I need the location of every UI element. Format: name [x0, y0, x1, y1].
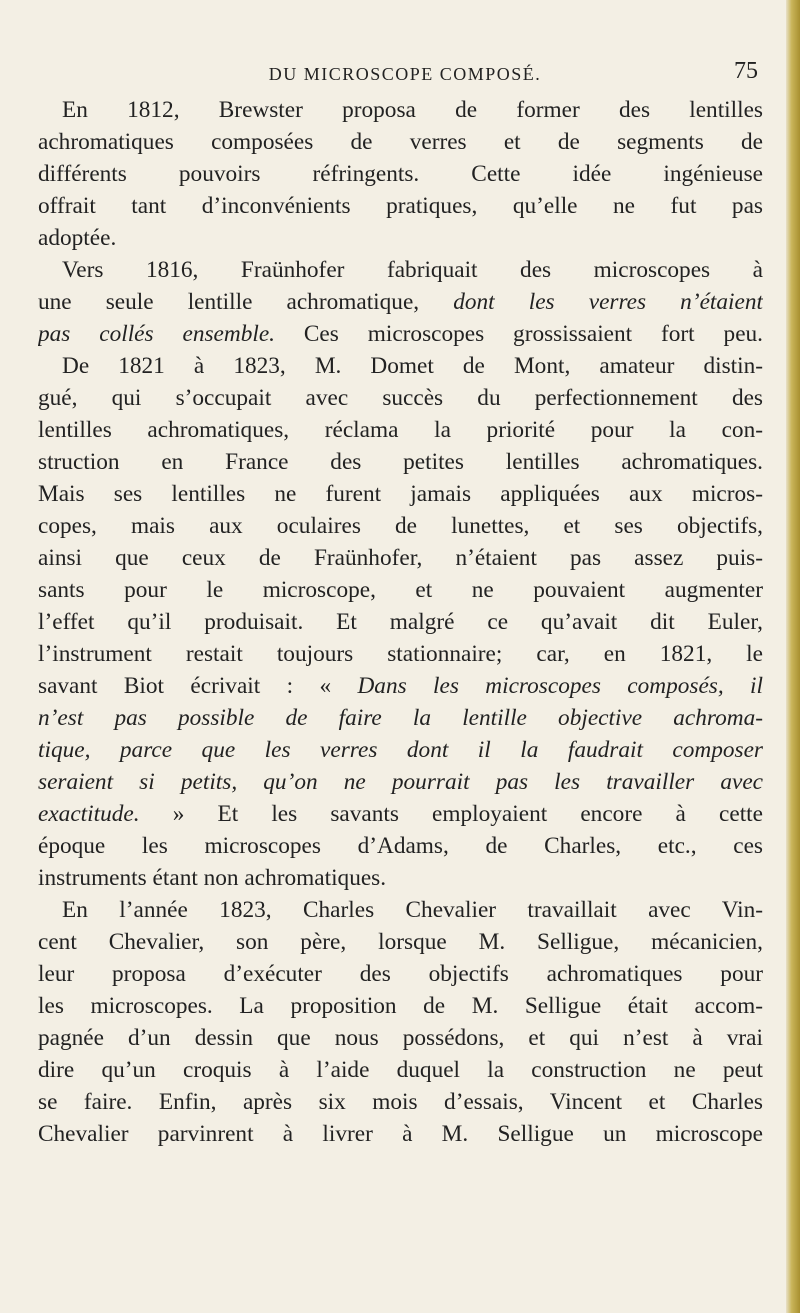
text-line: achromatiques composées de verres et de segments de [38, 129, 763, 155]
running-header [40, 58, 770, 94]
body-text [38, 94, 763, 1150]
text-line: dire qu’un croquis à l’aide duquel la construction ne peut [38, 1057, 763, 1083]
text-line: De 1821 à 1823, M. Domet de Mont, amateur distin- [62, 353, 763, 379]
header-title: DU MICROSCOPE COMPOSÉ. [268, 64, 542, 84]
text-line: pas collés ensemble. Ces microscopes grossissaient fort peu. [38, 321, 763, 347]
text-line: cent Chevalier, son père, lorsque M. Selligue, mécanicien, [38, 929, 763, 955]
page-edge [786, 0, 800, 1313]
text-line: tique, parce que les verres dont il la faudrait composer [38, 737, 763, 763]
text-line: instruments étant non achromatiques. [38, 865, 387, 891]
text-line: ainsi que ceux de Fraünhofer, n’étaient pas assez puis- [38, 545, 763, 571]
text-line: En 1812, Brewster proposa de former des lentilles [62, 97, 763, 123]
text-line: struction en France des petites lentilles achromatiques. [38, 449, 763, 475]
text-line: époque les microscopes d’Adams, de Charles, etc., ces [38, 833, 763, 859]
text-line: savant Biot écrivait : « Dans les microscopes composés, il [38, 673, 763, 699]
text-line: lentilles achromatiques, réclama la priorité pour la con- [38, 417, 763, 443]
text-line: se faire. Enfin, après six mois d’essais, Vincent et Charles [38, 1089, 763, 1115]
text-line: l’effet qu’il produisait. Et malgré ce qu’avait dit Euler, [38, 609, 763, 635]
text-line: pagnée d’un dessin que nous possédons, et qui n’est à vrai [38, 1025, 763, 1051]
text-line: Chevalier parvinrent à livrer à M. Selligue un microscope [38, 1121, 763, 1147]
text-line: exactitude. » Et les savants employaient encore à cette [38, 801, 763, 827]
text-line: offrait tant d’inconvénients pratiques, qu’elle ne fut pas [38, 193, 763, 219]
text-line: sants pour le microscope, et ne pouvaient augmenter [38, 577, 763, 603]
text-line: En l’année 1823, Charles Chevalier travaillait avec Vin- [62, 897, 763, 923]
text-line: les microscopes. La proposition de M. Selligue était accom- [38, 993, 763, 1019]
text-line: différents pouvoirs réfringents. Cette idée ingénieuse [38, 161, 763, 187]
text-line: leur proposa d’exécuter des objectifs achromatiques pour [38, 961, 763, 987]
text-line: gué, qui s’occupait avec succès du perfectionnement des [38, 385, 763, 411]
text-line: Mais ses lentilles ne furent jamais appliquées aux micros- [38, 481, 763, 507]
text-line: seraient si petits, qu’on ne pourrait pas les travailler avec [38, 769, 763, 795]
text-line: l’instrument restait toujours stationnaire; car, en 1821, le [38, 641, 763, 667]
text-line: adoptée. [38, 225, 117, 251]
text-line: une seule lentille achromatique, dont les verres n’étaient [38, 289, 763, 315]
text-line: n’est pas possible de faire la lentille objective achroma- [38, 705, 763, 731]
text-line: copes, mais aux oculaires de lunettes, et ses objectifs, [38, 513, 763, 539]
page-number: 75 [734, 58, 758, 84]
text-line: Vers 1816, Fraünhofer fabriquait des microscopes à [62, 257, 763, 283]
